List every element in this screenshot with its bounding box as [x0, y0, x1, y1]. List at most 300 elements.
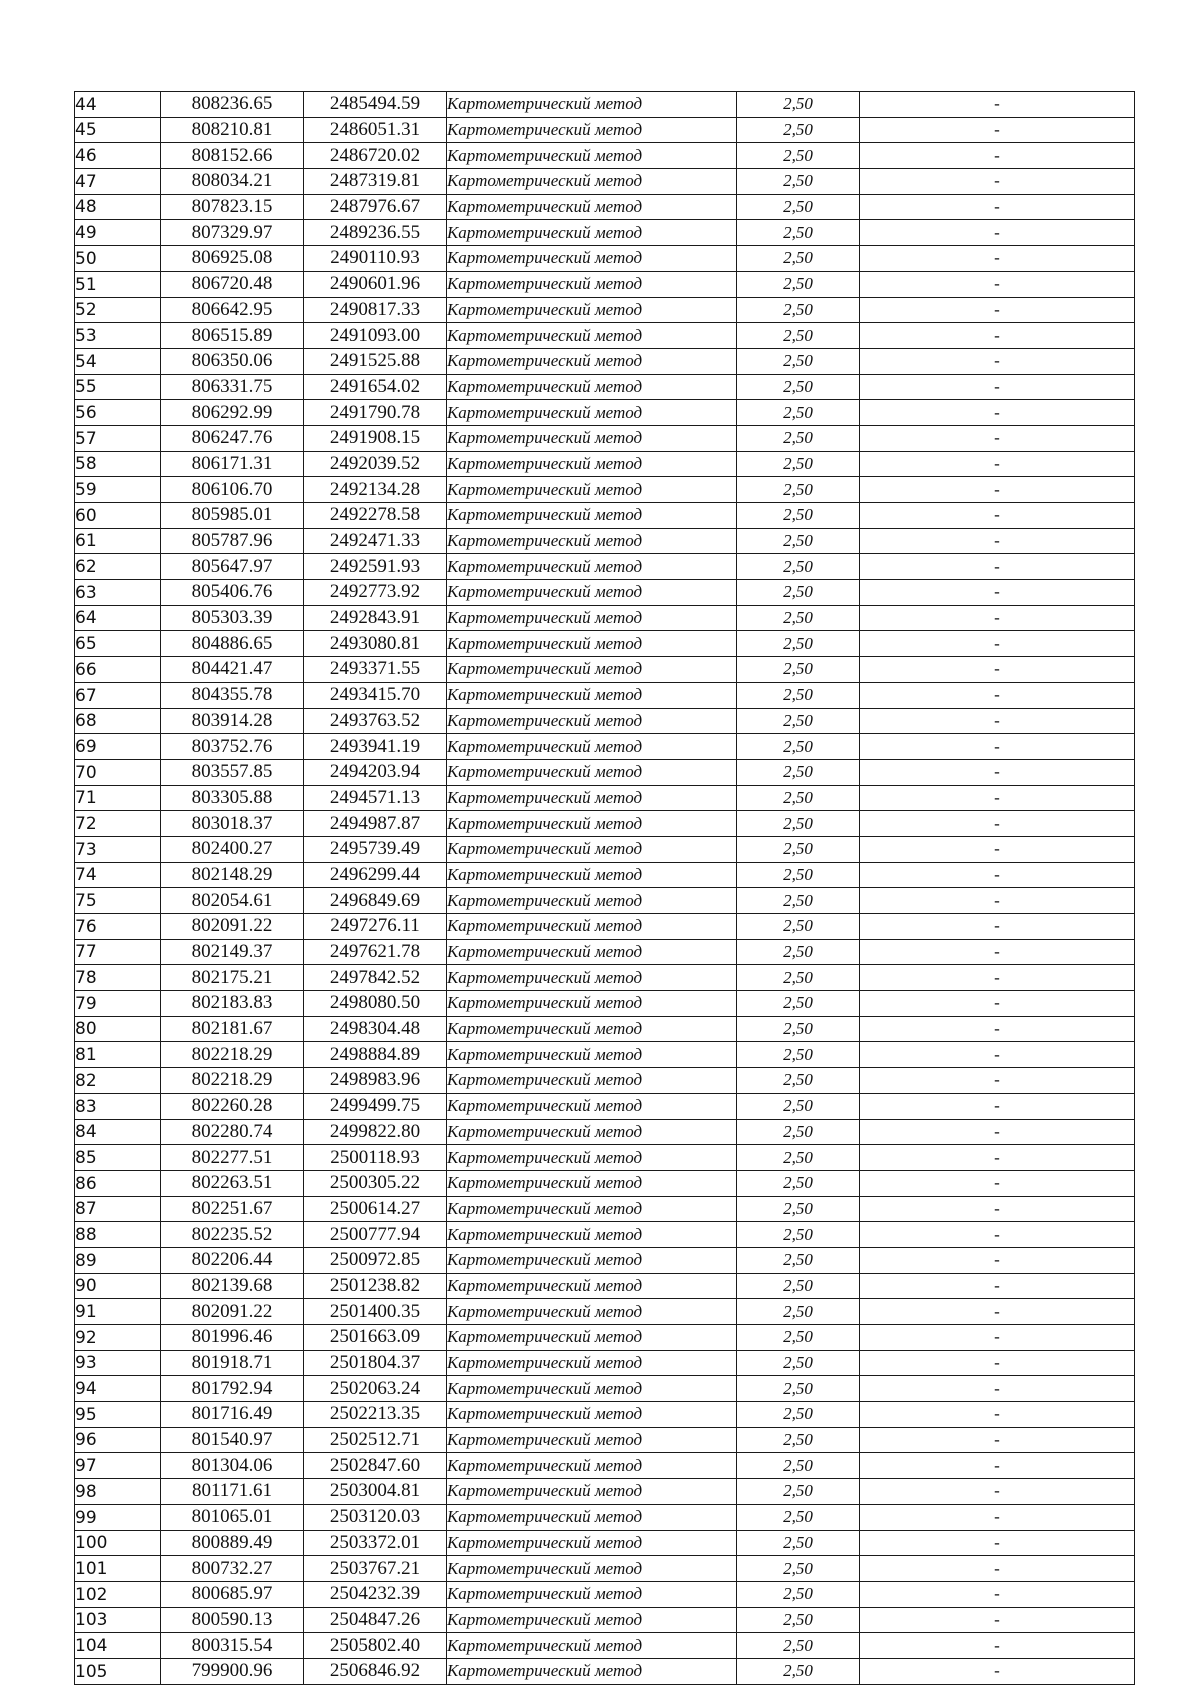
table-row — [75, 1016, 1135, 1042]
method-cell: Картометрический метод — [447, 836, 737, 862]
method-cell: Картометрический метод — [447, 348, 737, 374]
y-coordinate-cell: 2489236.55 — [304, 220, 447, 246]
accuracy-cell: 2,50 — [737, 1247, 860, 1273]
table-row — [75, 580, 1135, 606]
table-row — [75, 1170, 1135, 1196]
note-cell: - — [860, 1556, 1135, 1582]
x-coordinate-cell: 806925.08 — [161, 246, 304, 272]
method-cell: Картометрический метод — [447, 528, 737, 554]
note-cell: - — [860, 888, 1135, 914]
accuracy-cell: 2,50 — [737, 836, 860, 862]
y-coordinate-cell: 2503120.03 — [304, 1504, 447, 1530]
method-cell: Картометрический метод — [447, 759, 737, 785]
y-coordinate-cell: 2496849.69 — [304, 888, 447, 914]
note-cell: - — [860, 734, 1135, 760]
y-coordinate-cell: 2492591.93 — [304, 554, 447, 580]
note-cell: - — [860, 1170, 1135, 1196]
method-cell: Картометрический метод — [447, 888, 737, 914]
point-number-cell: 64 — [75, 605, 161, 631]
point-number-cell: 49 — [75, 220, 161, 246]
accuracy-cell: 2,50 — [737, 246, 860, 272]
accuracy-cell: 2,50 — [737, 400, 860, 426]
note-cell: - — [860, 1504, 1135, 1530]
x-coordinate-cell: 801065.01 — [161, 1504, 304, 1530]
x-coordinate-cell: 802054.61 — [161, 888, 304, 914]
y-coordinate-cell: 2505802.40 — [304, 1633, 447, 1659]
x-coordinate-cell: 803752.76 — [161, 734, 304, 760]
note-cell: - — [860, 1222, 1135, 1248]
table-row — [75, 991, 1135, 1017]
note-cell: - — [860, 991, 1135, 1017]
point-number-cell: 100 — [75, 1530, 161, 1556]
y-coordinate-cell: 2493415.70 — [304, 682, 447, 708]
y-coordinate-cell: 2487319.81 — [304, 169, 447, 195]
x-coordinate-cell: 805303.39 — [161, 605, 304, 631]
table-row — [75, 323, 1135, 349]
note-cell: - — [860, 554, 1135, 580]
method-cell: Картометрический метод — [447, 1350, 737, 1376]
accuracy-cell: 2,50 — [737, 1119, 860, 1145]
point-number-cell: 56 — [75, 400, 161, 426]
point-number-cell: 61 — [75, 528, 161, 554]
accuracy-cell: 2,50 — [737, 1453, 860, 1479]
table-row — [75, 246, 1135, 272]
table-row — [75, 271, 1135, 297]
table-row — [75, 194, 1135, 220]
note-cell: - — [860, 1402, 1135, 1428]
note-cell: - — [860, 1607, 1135, 1633]
y-coordinate-cell: 2506846.92 — [304, 1658, 447, 1684]
method-cell: Картометрический метод — [447, 477, 737, 503]
note-cell: - — [860, 1530, 1135, 1556]
point-number-cell: 58 — [75, 451, 161, 477]
point-number-cell: 80 — [75, 1016, 161, 1042]
accuracy-cell: 2,50 — [737, 143, 860, 169]
note-cell: - — [860, 862, 1135, 888]
accuracy-cell: 2,50 — [737, 1222, 860, 1248]
coordinates-table — [74, 91, 1135, 1685]
table-row — [75, 1325, 1135, 1351]
y-coordinate-cell: 2498983.96 — [304, 1068, 447, 1094]
x-coordinate-cell: 804355.78 — [161, 682, 304, 708]
note-cell: - — [860, 503, 1135, 529]
accuracy-cell: 2,50 — [737, 271, 860, 297]
y-coordinate-cell: 2492039.52 — [304, 451, 447, 477]
note-cell: - — [860, 836, 1135, 862]
accuracy-cell: 2,50 — [737, 1504, 860, 1530]
y-coordinate-cell: 2503767.21 — [304, 1556, 447, 1582]
accuracy-cell: 2,50 — [737, 1402, 860, 1428]
x-coordinate-cell: 801996.46 — [161, 1325, 304, 1351]
table-row — [75, 1119, 1135, 1145]
x-coordinate-cell: 805985.01 — [161, 503, 304, 529]
accuracy-cell: 2,50 — [737, 92, 860, 118]
x-coordinate-cell: 800590.13 — [161, 1607, 304, 1633]
note-cell: - — [860, 1016, 1135, 1042]
point-number-cell: 85 — [75, 1145, 161, 1171]
note-cell: - — [860, 631, 1135, 657]
y-coordinate-cell: 2502063.24 — [304, 1376, 447, 1402]
y-coordinate-cell: 2485494.59 — [304, 92, 447, 118]
method-cell: Картометрический метод — [447, 914, 737, 940]
y-coordinate-cell: 2492773.92 — [304, 580, 447, 606]
accuracy-cell: 2,50 — [737, 811, 860, 837]
table-row — [75, 862, 1135, 888]
note-cell: - — [860, 1427, 1135, 1453]
y-coordinate-cell: 2500972.85 — [304, 1247, 447, 1273]
note-cell: - — [860, 528, 1135, 554]
table-row — [75, 939, 1135, 965]
accuracy-cell: 2,50 — [737, 708, 860, 734]
table-row — [75, 374, 1135, 400]
table-row — [75, 297, 1135, 323]
y-coordinate-cell: 2491525.88 — [304, 348, 447, 374]
point-number-cell: 57 — [75, 425, 161, 451]
method-cell: Картометрический метод — [447, 220, 737, 246]
table-row — [75, 1273, 1135, 1299]
y-coordinate-cell: 2500118.93 — [304, 1145, 447, 1171]
table-row — [75, 888, 1135, 914]
point-number-cell: 68 — [75, 708, 161, 734]
y-coordinate-cell: 2493763.52 — [304, 708, 447, 734]
table-row — [75, 605, 1135, 631]
accuracy-cell: 2,50 — [737, 939, 860, 965]
x-coordinate-cell: 808210.81 — [161, 117, 304, 143]
y-coordinate-cell: 2500777.94 — [304, 1222, 447, 1248]
table-row — [75, 657, 1135, 683]
method-cell: Картометрический метод — [447, 1145, 737, 1171]
y-coordinate-cell: 2495739.49 — [304, 836, 447, 862]
method-cell: Картометрический метод — [447, 939, 737, 965]
method-cell: Картометрический метод — [447, 143, 737, 169]
y-coordinate-cell: 2486051.31 — [304, 117, 447, 143]
x-coordinate-cell: 806720.48 — [161, 271, 304, 297]
point-number-cell: 88 — [75, 1222, 161, 1248]
note-cell: - — [860, 939, 1135, 965]
note-cell: - — [860, 605, 1135, 631]
accuracy-cell: 2,50 — [737, 374, 860, 400]
table-row — [75, 528, 1135, 554]
y-coordinate-cell: 2490110.93 — [304, 246, 447, 272]
y-coordinate-cell: 2502847.60 — [304, 1453, 447, 1479]
accuracy-cell: 2,50 — [737, 528, 860, 554]
table-row — [75, 1479, 1135, 1505]
x-coordinate-cell: 802277.51 — [161, 1145, 304, 1171]
y-coordinate-cell: 2498304.48 — [304, 1016, 447, 1042]
method-cell: Картометрический метод — [447, 965, 737, 991]
point-number-cell: 96 — [75, 1427, 161, 1453]
point-number-cell: 55 — [75, 374, 161, 400]
x-coordinate-cell: 801792.94 — [161, 1376, 304, 1402]
method-cell: Картометрический метод — [447, 194, 737, 220]
method-cell: Картометрический метод — [447, 92, 737, 118]
point-number-cell: 101 — [75, 1556, 161, 1582]
note-cell: - — [860, 682, 1135, 708]
table-row — [75, 1145, 1135, 1171]
x-coordinate-cell: 803914.28 — [161, 708, 304, 734]
point-number-cell: 83 — [75, 1093, 161, 1119]
x-coordinate-cell: 802260.28 — [161, 1093, 304, 1119]
x-coordinate-cell: 802400.27 — [161, 836, 304, 862]
point-number-cell: 103 — [75, 1607, 161, 1633]
x-coordinate-cell: 800889.49 — [161, 1530, 304, 1556]
x-coordinate-cell: 805406.76 — [161, 580, 304, 606]
accuracy-cell: 2,50 — [737, 1016, 860, 1042]
method-cell: Картометрический метод — [447, 1119, 737, 1145]
point-number-cell: 69 — [75, 734, 161, 760]
y-coordinate-cell: 2502512.71 — [304, 1427, 447, 1453]
table-row — [75, 1196, 1135, 1222]
y-coordinate-cell: 2493941.19 — [304, 734, 447, 760]
x-coordinate-cell: 801304.06 — [161, 1453, 304, 1479]
table-row — [75, 1376, 1135, 1402]
method-cell: Картометрический метод — [447, 425, 737, 451]
method-cell: Картометрический метод — [447, 1170, 737, 1196]
method-cell: Картометрический метод — [447, 246, 737, 272]
y-coordinate-cell: 2500614.27 — [304, 1196, 447, 1222]
y-coordinate-cell: 2490817.33 — [304, 297, 447, 323]
x-coordinate-cell: 807823.15 — [161, 194, 304, 220]
note-cell: - — [860, 297, 1135, 323]
method-cell: Картометрический метод — [447, 657, 737, 683]
y-coordinate-cell: 2491908.15 — [304, 425, 447, 451]
point-number-cell: 87 — [75, 1196, 161, 1222]
accuracy-cell: 2,50 — [737, 1299, 860, 1325]
y-coordinate-cell: 2493080.81 — [304, 631, 447, 657]
point-number-cell: 45 — [75, 117, 161, 143]
y-coordinate-cell: 2498080.50 — [304, 991, 447, 1017]
x-coordinate-cell: 802206.44 — [161, 1247, 304, 1273]
accuracy-cell: 2,50 — [737, 554, 860, 580]
note-cell: - — [860, 1453, 1135, 1479]
y-coordinate-cell: 2502213.35 — [304, 1402, 447, 1428]
point-number-cell: 93 — [75, 1350, 161, 1376]
accuracy-cell: 2,50 — [737, 323, 860, 349]
accuracy-cell: 2,50 — [737, 605, 860, 631]
note-cell: - — [860, 220, 1135, 246]
table-row — [75, 1633, 1135, 1659]
method-cell: Картометрический метод — [447, 1068, 737, 1094]
x-coordinate-cell: 806350.06 — [161, 348, 304, 374]
accuracy-cell: 2,50 — [737, 220, 860, 246]
method-cell: Картометрический метод — [447, 400, 737, 426]
accuracy-cell: 2,50 — [737, 425, 860, 451]
x-coordinate-cell: 806515.89 — [161, 323, 304, 349]
x-coordinate-cell: 800732.27 — [161, 1556, 304, 1582]
x-coordinate-cell: 806292.99 — [161, 400, 304, 426]
x-coordinate-cell: 806106.70 — [161, 477, 304, 503]
note-cell: - — [860, 657, 1135, 683]
y-coordinate-cell: 2503004.81 — [304, 1479, 447, 1505]
point-number-cell: 82 — [75, 1068, 161, 1094]
x-coordinate-cell: 799900.96 — [161, 1658, 304, 1684]
y-coordinate-cell: 2497621.78 — [304, 939, 447, 965]
point-number-cell: 66 — [75, 657, 161, 683]
accuracy-cell: 2,50 — [737, 348, 860, 374]
point-number-cell: 60 — [75, 503, 161, 529]
table-row — [75, 734, 1135, 760]
accuracy-cell: 2,50 — [737, 580, 860, 606]
point-number-cell: 84 — [75, 1119, 161, 1145]
method-cell: Картометрический метод — [447, 580, 737, 606]
accuracy-cell: 2,50 — [737, 734, 860, 760]
table-row — [75, 1222, 1135, 1248]
point-number-cell: 71 — [75, 785, 161, 811]
point-number-cell: 97 — [75, 1453, 161, 1479]
x-coordinate-cell: 801716.49 — [161, 1402, 304, 1428]
x-coordinate-cell: 803305.88 — [161, 785, 304, 811]
accuracy-cell: 2,50 — [737, 1607, 860, 1633]
note-cell: - — [860, 1376, 1135, 1402]
y-coordinate-cell: 2491790.78 — [304, 400, 447, 426]
x-coordinate-cell: 806171.31 — [161, 451, 304, 477]
method-cell: Картометрический метод — [447, 785, 737, 811]
table-row — [75, 400, 1135, 426]
table-row — [75, 1402, 1135, 1428]
y-coordinate-cell: 2492471.33 — [304, 528, 447, 554]
note-cell: - — [860, 348, 1135, 374]
accuracy-cell: 2,50 — [737, 477, 860, 503]
note-cell: - — [860, 785, 1135, 811]
table-row — [75, 1068, 1135, 1094]
accuracy-cell: 2,50 — [737, 888, 860, 914]
x-coordinate-cell: 805647.97 — [161, 554, 304, 580]
point-number-cell: 81 — [75, 1042, 161, 1068]
y-coordinate-cell: 2494987.87 — [304, 811, 447, 837]
x-coordinate-cell: 808034.21 — [161, 169, 304, 195]
point-number-cell: 75 — [75, 888, 161, 914]
point-number-cell: 102 — [75, 1581, 161, 1607]
note-cell: - — [860, 477, 1135, 503]
note-cell: - — [860, 1273, 1135, 1299]
note-cell: - — [860, 1581, 1135, 1607]
method-cell: Картометрический метод — [447, 1479, 737, 1505]
table-row — [75, 759, 1135, 785]
table-row — [75, 1581, 1135, 1607]
point-number-cell: 104 — [75, 1633, 161, 1659]
table-row — [75, 914, 1135, 940]
coordinates-table-body — [75, 92, 1135, 1685]
method-cell: Картометрический метод — [447, 1376, 737, 1402]
method-cell: Картометрический метод — [447, 734, 737, 760]
accuracy-cell: 2,50 — [737, 1196, 860, 1222]
method-cell: Картометрический метод — [447, 1016, 737, 1042]
method-cell: Картометрический метод — [447, 605, 737, 631]
method-cell: Картометрический метод — [447, 297, 737, 323]
table-row — [75, 1042, 1135, 1068]
accuracy-cell: 2,50 — [737, 1170, 860, 1196]
y-coordinate-cell: 2486720.02 — [304, 143, 447, 169]
method-cell: Картометрический метод — [447, 1222, 737, 1248]
point-number-cell: 74 — [75, 862, 161, 888]
table-row — [75, 1427, 1135, 1453]
accuracy-cell: 2,50 — [737, 117, 860, 143]
table-row — [75, 1453, 1135, 1479]
note-cell: - — [860, 400, 1135, 426]
point-number-cell: 92 — [75, 1325, 161, 1351]
note-cell: - — [860, 1196, 1135, 1222]
method-cell: Картометрический метод — [447, 1042, 737, 1068]
accuracy-cell: 2,50 — [737, 1658, 860, 1684]
x-coordinate-cell: 802218.29 — [161, 1042, 304, 1068]
point-number-cell: 59 — [75, 477, 161, 503]
method-cell: Картометрический метод — [447, 503, 737, 529]
note-cell: - — [860, 1119, 1135, 1145]
note-cell: - — [860, 759, 1135, 785]
y-coordinate-cell: 2497276.11 — [304, 914, 447, 940]
accuracy-cell: 2,50 — [737, 759, 860, 785]
x-coordinate-cell: 802280.74 — [161, 1119, 304, 1145]
accuracy-cell: 2,50 — [737, 1427, 860, 1453]
point-number-cell: 51 — [75, 271, 161, 297]
table-row — [75, 682, 1135, 708]
note-cell: - — [860, 1350, 1135, 1376]
table-row — [75, 477, 1135, 503]
table-row — [75, 1350, 1135, 1376]
note-cell: - — [860, 425, 1135, 451]
point-number-cell: 72 — [75, 811, 161, 837]
x-coordinate-cell: 807329.97 — [161, 220, 304, 246]
method-cell: Картометрический метод — [447, 1658, 737, 1684]
table-row — [75, 503, 1135, 529]
table-row — [75, 1530, 1135, 1556]
table-row — [75, 1093, 1135, 1119]
table-row — [75, 451, 1135, 477]
x-coordinate-cell: 802181.67 — [161, 1016, 304, 1042]
note-cell: - — [860, 1325, 1135, 1351]
method-cell: Картометрический метод — [447, 708, 737, 734]
method-cell: Картометрический метод — [447, 631, 737, 657]
point-number-cell: 65 — [75, 631, 161, 657]
accuracy-cell: 2,50 — [737, 631, 860, 657]
point-number-cell: 89 — [75, 1247, 161, 1273]
note-cell: - — [860, 271, 1135, 297]
y-coordinate-cell: 2501238.82 — [304, 1273, 447, 1299]
x-coordinate-cell: 801540.97 — [161, 1427, 304, 1453]
x-coordinate-cell: 806247.76 — [161, 425, 304, 451]
table-row — [75, 965, 1135, 991]
point-number-cell: 48 — [75, 194, 161, 220]
x-coordinate-cell: 803018.37 — [161, 811, 304, 837]
point-number-cell: 63 — [75, 580, 161, 606]
table-row — [75, 1658, 1135, 1684]
y-coordinate-cell: 2500305.22 — [304, 1170, 447, 1196]
y-coordinate-cell: 2499822.80 — [304, 1119, 447, 1145]
note-cell: - — [860, 1093, 1135, 1119]
table-row — [75, 631, 1135, 657]
note-cell: - — [860, 965, 1135, 991]
accuracy-cell: 2,50 — [737, 1479, 860, 1505]
table-row — [75, 348, 1135, 374]
y-coordinate-cell: 2501804.37 — [304, 1350, 447, 1376]
table-row — [75, 117, 1135, 143]
table-row — [75, 92, 1135, 118]
accuracy-cell: 2,50 — [737, 1633, 860, 1659]
x-coordinate-cell: 802218.29 — [161, 1068, 304, 1094]
accuracy-cell: 2,50 — [737, 1556, 860, 1582]
accuracy-cell: 2,50 — [737, 1325, 860, 1351]
note-cell: - — [860, 580, 1135, 606]
x-coordinate-cell: 802235.52 — [161, 1222, 304, 1248]
note-cell: - — [860, 1068, 1135, 1094]
y-coordinate-cell: 2492134.28 — [304, 477, 447, 503]
table-row — [75, 1247, 1135, 1273]
table-row — [75, 143, 1135, 169]
note-cell: - — [860, 1042, 1135, 1068]
point-number-cell: 98 — [75, 1479, 161, 1505]
accuracy-cell: 2,50 — [737, 503, 860, 529]
method-cell: Картометрический метод — [447, 1581, 737, 1607]
